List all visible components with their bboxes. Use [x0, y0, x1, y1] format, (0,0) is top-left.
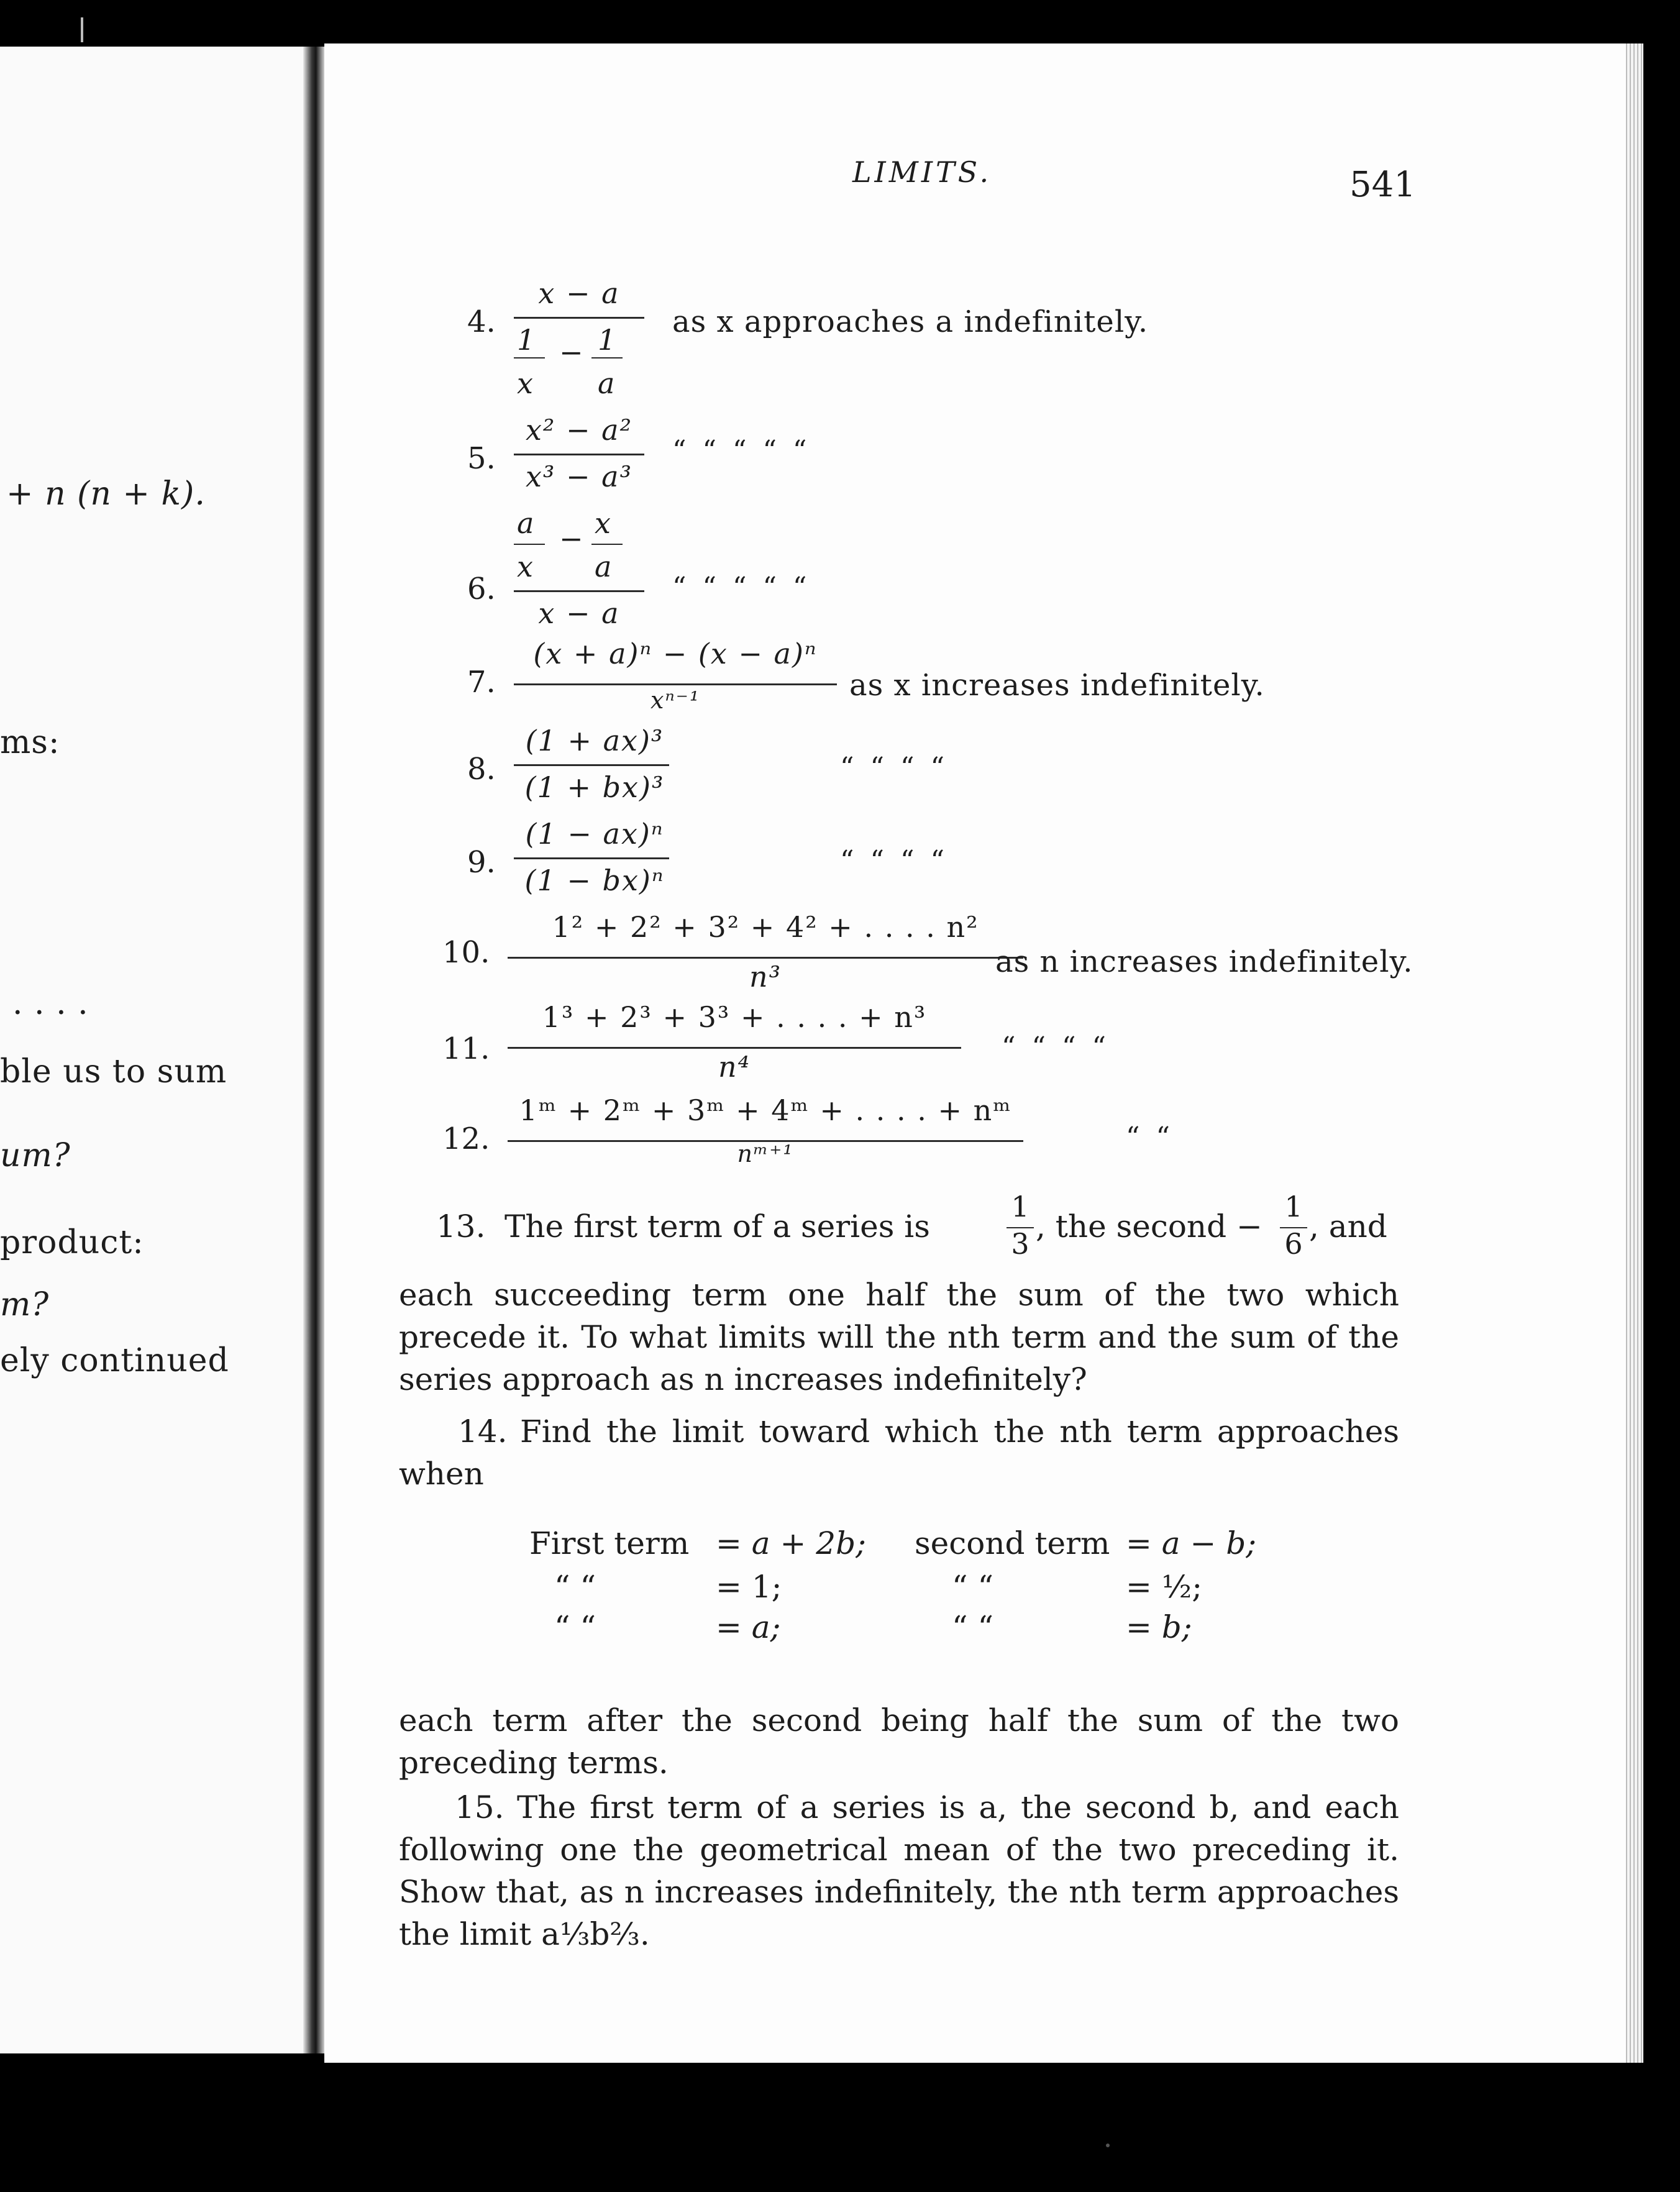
exercise-4-minus: −	[559, 336, 585, 369]
p14-row1-label: First term	[529, 1525, 690, 1561]
exercise-10-caption: as n increases indefinitely.	[995, 944, 1413, 979]
exercise-4-inner-bar-left	[514, 357, 545, 358]
exercise-8-numerator: (1 + ax)³	[525, 724, 664, 757]
left-fragment-4: ble us to sum	[0, 1053, 227, 1090]
exercise-4-caption: as x approaches a indefinitely.	[672, 304, 1149, 339]
problem-14-number: 14.	[458, 1413, 508, 1450]
left-fragment-1: + n (n + k).	[6, 475, 206, 513]
exercise-6-inner-bar-right	[591, 544, 623, 545]
exercise-5-denominator: x³ − a³	[525, 460, 633, 493]
exercise-12-ditto: “ “	[1126, 1121, 1174, 1153]
exercise-5-number: 5.	[467, 441, 496, 476]
problem-13-line1-end: , and	[1309, 1208, 1387, 1244]
exercise-8-denominator: (1 + bx)³	[524, 770, 665, 804]
p14-row2-value: = 1;	[716, 1569, 782, 1605]
p14-row1-value2: = a − b;	[1126, 1525, 1257, 1561]
exercise-10-fraction-bar	[508, 957, 1023, 959]
exercise-6-number: 6.	[467, 572, 496, 606]
exercise-8-ditto: “ “ “ “	[840, 752, 948, 783]
p14-row2-ditto2: “ “	[952, 1569, 994, 1605]
exercise-11-denominator: n⁴	[718, 1050, 751, 1084]
exercise-4-number: 4.	[467, 304, 496, 339]
p14-row3-ditto2: “ “	[952, 1609, 994, 1645]
right-page	[324, 43, 1643, 2063]
exercise-5-ditto: “ “ “ “ “	[672, 435, 811, 467]
p14-row3-value2: = b;	[1126, 1609, 1192, 1645]
book-gutter	[303, 47, 324, 2053]
left-fragment-6: product:	[0, 1224, 144, 1261]
scan-speck	[1106, 2144, 1110, 2147]
p14-row1-value: = a + 2b;	[716, 1525, 866, 1561]
exercise-10-number: 10.	[442, 935, 490, 970]
exercise-7-caption: as x increases indefinitely.	[849, 668, 1265, 703]
exercise-5-fraction-bar	[514, 454, 644, 455]
left-page	[0, 47, 303, 2053]
exercise-4-numerator: x − a	[538, 276, 620, 310]
exercise-4-denominator-right-den: a	[598, 367, 616, 400]
exercise-4-denominator-right-num: 1	[598, 323, 618, 357]
exercise-4-inner-bar-right	[591, 357, 623, 358]
exercise-11-numerator: 1³ + 2³ + 3³ + . . . . + n³	[542, 1000, 927, 1034]
exercise-11-number: 11.	[442, 1031, 490, 1066]
exercise-9-number: 9.	[467, 845, 496, 880]
exercise-6-num-a: a	[517, 506, 536, 540]
exercise-12-denominator: nᵐ⁺¹	[737, 1140, 794, 1167]
exercise-9-fraction-bar	[514, 857, 669, 859]
problem-14-intro: Find the limit toward which the nth term approaches when	[399, 1413, 1399, 1492]
left-fragment-8: ely continued	[0, 1342, 229, 1379]
exercise-6-denominator: x − a	[538, 596, 620, 630]
exercise-6-inner-bar-left	[514, 544, 545, 545]
problem-15-number: 15.	[455, 1789, 504, 1825]
problem-13-frac1-num: 1	[1011, 1190, 1029, 1223]
exercise-9-denominator: (1 − bx)ⁿ	[524, 864, 665, 897]
exercise-10-numerator: 1² + 2² + 3² + 4² + . . . . n²	[552, 910, 979, 944]
problem-13-frac2-num: 1	[1284, 1190, 1303, 1223]
left-fragment-5: um?	[0, 1137, 71, 1174]
page-edge	[1626, 43, 1643, 2063]
p14-row1-label2: second term	[915, 1525, 1110, 1561]
p14-row3-value: = a;	[716, 1609, 781, 1645]
exercise-12-numerator: 1ᵐ + 2ᵐ + 3ᵐ + 4ᵐ + . . . . + nᵐ	[519, 1094, 1012, 1127]
page-number: 541	[1349, 165, 1416, 205]
exercise-10-denominator: n³	[749, 960, 782, 993]
exercise-6-minus: −	[559, 522, 585, 555]
exercise-6-num-x: x	[595, 506, 612, 540]
problem-13-line1-mid: , the second −	[1036, 1208, 1262, 1244]
exercise-4-denominator-left-num: 1	[517, 323, 537, 357]
exercise-4-denominator-left-den: x	[517, 367, 534, 400]
exercise-7-denominator: xⁿ⁻¹	[650, 687, 701, 714]
p14-row2-value2: = ½;	[1126, 1569, 1203, 1605]
problem-13-text: each succeeding term one half the sum of the two which precede it. To what limits will the nth term and the sum of the series approach as n increases indefinitely?	[399, 1277, 1399, 1397]
exercise-11-fraction-bar	[508, 1047, 961, 1049]
exercise-7-number: 7.	[467, 665, 496, 700]
exercise-5-numerator: x² − a²	[525, 413, 633, 447]
exercise-4-fraction-bar	[514, 317, 644, 319]
exercise-6-fraction-bar	[514, 590, 644, 592]
left-fragment-3: . . . .	[12, 985, 89, 1022]
exercise-6-den-a: a	[595, 550, 613, 583]
scan-speck	[81, 17, 83, 42]
exercise-11-ditto: “ “ “ “	[1002, 1031, 1110, 1063]
p14-row2-ditto: “ “	[554, 1569, 596, 1605]
exercise-12-number: 12.	[442, 1121, 490, 1156]
exercise-8-fraction-bar	[514, 764, 669, 766]
exercise-6-ditto: “ “ “ “ “	[672, 572, 811, 603]
problem-13-frac2-den: 6	[1284, 1227, 1303, 1261]
exercise-9-numerator: (1 − ax)ⁿ	[525, 817, 664, 851]
problem-13-line1-start: The first term of a series is	[504, 1208, 930, 1244]
left-fragment-7: m?	[0, 1286, 50, 1323]
p14-row3-ditto: “ “	[554, 1609, 596, 1645]
exercise-6-den-x: x	[517, 550, 534, 583]
exercise-7-fraction-bar	[514, 683, 837, 685]
problem-15-text: The first term of a series is a, the second b, and each following one the geometrical mean of the two preceding it. Show that, as n increases indefinitely, the nth term approaches the limit a⅓b⅔.	[399, 1789, 1399, 1952]
exercise-8-number: 8.	[467, 752, 496, 787]
problem-13-number: 13.	[436, 1208, 486, 1244]
left-fragment-2: ms:	[0, 724, 60, 761]
problem-14-outro: each term after the second being half the sum of the two preceding terms.	[399, 1702, 1399, 1781]
exercise-7-numerator: (x + a)ⁿ − (x − a)ⁿ	[533, 637, 818, 670]
problem-13-frac1-den: 3	[1011, 1227, 1029, 1261]
exercise-9-ditto: “ “ “ “	[840, 845, 948, 877]
running-head: LIMITS.	[852, 155, 992, 189]
